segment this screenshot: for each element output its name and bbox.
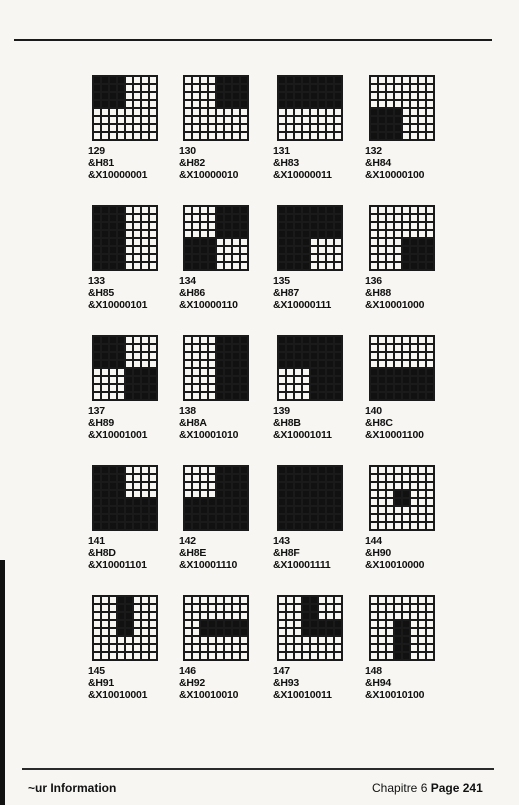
char-hex: &H87: [273, 287, 300, 299]
char-hex: &H8B: [273, 417, 301, 429]
char-decimal: 144: [365, 535, 382, 547]
glyph-bitmap: [369, 205, 435, 271]
char-decimal: 142: [179, 535, 196, 547]
char-decimal: 135: [273, 275, 290, 287]
char-binary: &X10000101: [88, 299, 148, 311]
char-hex: &H81: [88, 157, 115, 169]
char-hex: &H8E: [179, 547, 207, 559]
glyph-bitmap: [92, 75, 158, 141]
char-codes: [88, 275, 147, 311]
char-binary: &X10001001: [88, 429, 148, 441]
char-hex: &H83: [273, 157, 300, 169]
char-codes: [88, 665, 147, 701]
char-codes: [88, 405, 147, 441]
glyph-bitmap: [92, 465, 158, 531]
glyph-bitmap: [92, 205, 158, 271]
char-binary: &X10010000: [365, 559, 425, 571]
char-codes: [365, 665, 424, 701]
char-decimal: 147: [273, 665, 290, 677]
char-codes: [179, 665, 238, 701]
char-codes: [179, 145, 238, 181]
char-decimal: 130: [179, 145, 196, 157]
char-decimal: 140: [365, 405, 382, 417]
char-codes: [179, 405, 238, 441]
glyph-bitmap: [277, 595, 343, 661]
char-hex: &H85: [88, 287, 115, 299]
char-hex: &H8A: [179, 417, 207, 429]
char-binary: &X10000011: [273, 169, 332, 181]
char-codes: [88, 145, 147, 181]
glyph-bitmap: [277, 465, 343, 531]
char-hex: &H90: [365, 547, 392, 559]
char-binary: &X10010010: [179, 689, 239, 701]
char-binary: &X10001111: [273, 559, 331, 571]
char-entry: [363, 465, 473, 590]
char-binary: &X10000010: [179, 169, 239, 181]
char-binary: &X10010100: [365, 689, 425, 701]
char-decimal: 133: [88, 275, 105, 287]
char-binary: &X10000100: [365, 169, 425, 181]
char-binary: &X10001110: [179, 559, 238, 571]
char-decimal: 131: [273, 145, 290, 157]
char-decimal: 129: [88, 145, 105, 157]
char-binary: &X10010001: [88, 689, 148, 701]
char-entry: [363, 75, 473, 200]
char-decimal: 143: [273, 535, 290, 547]
glyph-bitmap: [369, 465, 435, 531]
char-hex: &H8F: [273, 547, 300, 559]
glyph-bitmap: [369, 595, 435, 661]
char-decimal: 136: [365, 275, 382, 287]
char-entry: [363, 335, 473, 460]
char-hex: &H8C: [365, 417, 393, 429]
glyph-bitmap: [183, 205, 249, 271]
char-hex: &H86: [179, 287, 206, 299]
char-decimal: 134: [179, 275, 196, 287]
char-binary: &X10001011: [273, 429, 332, 441]
footer-page-reference: [372, 781, 483, 795]
char-decimal: 139: [273, 405, 290, 417]
char-binary: &X10001010: [179, 429, 239, 441]
char-codes: [273, 535, 331, 571]
glyph-bitmap: [369, 75, 435, 141]
char-decimal: 141: [88, 535, 105, 547]
bottom-rule: [22, 768, 494, 770]
char-hex: &H8D: [88, 547, 116, 559]
glyph-bitmap: [277, 335, 343, 401]
char-hex: &H94: [365, 677, 392, 689]
char-decimal: 148: [365, 665, 382, 677]
glyph-bitmap: [369, 335, 435, 401]
char-binary: &X10001101: [88, 559, 147, 571]
char-codes: [179, 535, 237, 571]
char-hex: &H92: [179, 677, 206, 689]
char-hex: &H82: [179, 157, 206, 169]
glyph-bitmap: [183, 335, 249, 401]
char-hex: &H84: [365, 157, 392, 169]
char-decimal: 145: [88, 665, 105, 677]
glyph-bitmap: [183, 465, 249, 531]
char-hex: &H91: [88, 677, 115, 689]
char-decimal: 137: [88, 405, 105, 417]
char-codes: [273, 145, 332, 181]
char-codes: [365, 275, 424, 311]
glyph-bitmap: [277, 75, 343, 141]
char-decimal: 132: [365, 145, 382, 157]
char-hex: &H88: [365, 287, 392, 299]
char-codes: [273, 405, 332, 441]
glyph-bitmap: [92, 595, 158, 661]
glyph-bitmap: [277, 205, 343, 271]
char-hex: &H89: [88, 417, 115, 429]
char-codes: [273, 275, 331, 311]
char-binary: &X10010011: [273, 689, 332, 701]
footer-page-number: Page 241: [430, 781, 483, 795]
glyph-bitmap: [92, 335, 158, 401]
char-codes: [88, 535, 147, 571]
char-decimal: 138: [179, 405, 196, 417]
glyph-bitmap: [183, 75, 249, 141]
char-codes: [273, 665, 332, 701]
char-codes: [365, 535, 424, 571]
footer-section-title: ~ur Information: [28, 781, 117, 795]
char-binary: &X10001100: [365, 429, 424, 441]
char-binary: &X10001000: [365, 299, 425, 311]
char-entry: [363, 205, 473, 330]
char-binary: &X10000111: [273, 299, 332, 311]
char-codes: [365, 405, 424, 441]
char-entry: [363, 595, 473, 720]
char-codes: [179, 275, 238, 311]
footer-chapter: Chapitre 6: [372, 781, 428, 795]
char-codes: [365, 145, 424, 181]
glyph-bitmap: [183, 595, 249, 661]
char-binary: &X10000001: [88, 169, 148, 181]
char-binary: &X10000110: [179, 299, 238, 311]
char-hex: &H93: [273, 677, 300, 689]
char-decimal: 146: [179, 665, 196, 677]
